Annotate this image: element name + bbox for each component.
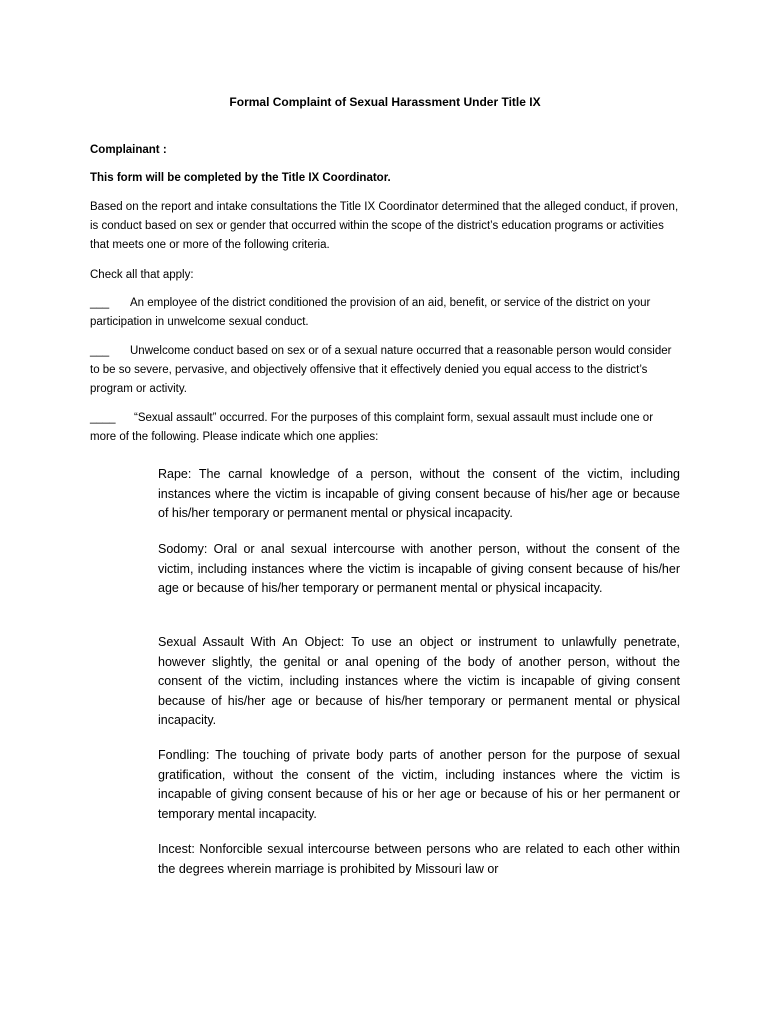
criterion-text-3: “Sexual assault” occurred. For the purposes of this complaint form, sexual assault must include one or more of the following. Please indicate which one applies: xyxy=(90,412,654,443)
assault-type-rape: Rape: The carnal knowledge of a person, without the consent of the victim, including instances where the victim is incapable of giving consent because of his/her age or because of his/her temporary or permanent mental or physical incapacity. xyxy=(158,467,680,520)
criterion-employee-quid-pro-quo xyxy=(90,294,680,332)
assault-type-fondling: Fondling: The touching of private body parts of another person for the purpose of sexual gratification, without the consent of the victim, including instances where the victim is incapable of giving consent because of his or her age or because of his or her permanent or temporary mental incapacity. xyxy=(158,748,680,821)
document-title: Formal Complaint of Sexual Harassment Under Title IX xyxy=(229,95,541,109)
criterion-sexual-assault xyxy=(90,409,680,447)
checkbox-blank-1[interactable]: ___ xyxy=(90,297,110,309)
assault-type-incest: Incest: Nonforcible sexual intercourse between persons who are related to each other within the degrees wherein marriage is prohibited by Missouri law or xyxy=(158,842,680,876)
criterion-text-1: An employee of the district conditioned the provision of an aid, benefit, or service of the district on your participation in unwelcome sexual conduct. xyxy=(90,297,651,328)
checkbox-blank-2[interactable]: ___ xyxy=(90,345,110,357)
checkbox-blank-3[interactable]: ____ xyxy=(90,412,116,424)
complainant-label: Complainant : xyxy=(90,144,167,156)
intro-paragraph: Based on the report and intake consultations the Title IX Coordinator determined that the alleged conduct, if proven, is conduct based on sex or gender that occurred within the scope of the district’s education programs or activities that meets one or more of the following criteria. xyxy=(90,201,679,251)
criterion-text-2: Unwelcome conduct based on sex or of a sexual nature occurred that a reasonable person would consider to be so severe, pervasive, and objectively offensive that it effectively denied you equal access to the district’s program or activity. xyxy=(90,345,672,395)
assault-type-object: Sexual Assault With An Object: To use an object or instrument to unlawfully penetrate, however slightly, the genital or anal opening of the body of another person, without the consent of the victim, including instances where the victim is incapable of giving consent because of his/her age or because of his/her temporary or permanent mental or physical incapacity. xyxy=(158,635,680,727)
criterion-unwelcome-conduct xyxy=(90,342,680,399)
check-all-instruction: Check all that apply: xyxy=(90,269,194,281)
completed-by-note: This form will be completed by the Title IX Coordinator. xyxy=(90,172,391,184)
assault-type-sodomy: Sodomy: Oral or anal sexual intercourse with another person, without the consent of the victim, including instances where the victim is incapable of giving consent because of his/her age or because of his/her temporary or permanent mental or physical incapacity. xyxy=(158,542,680,595)
